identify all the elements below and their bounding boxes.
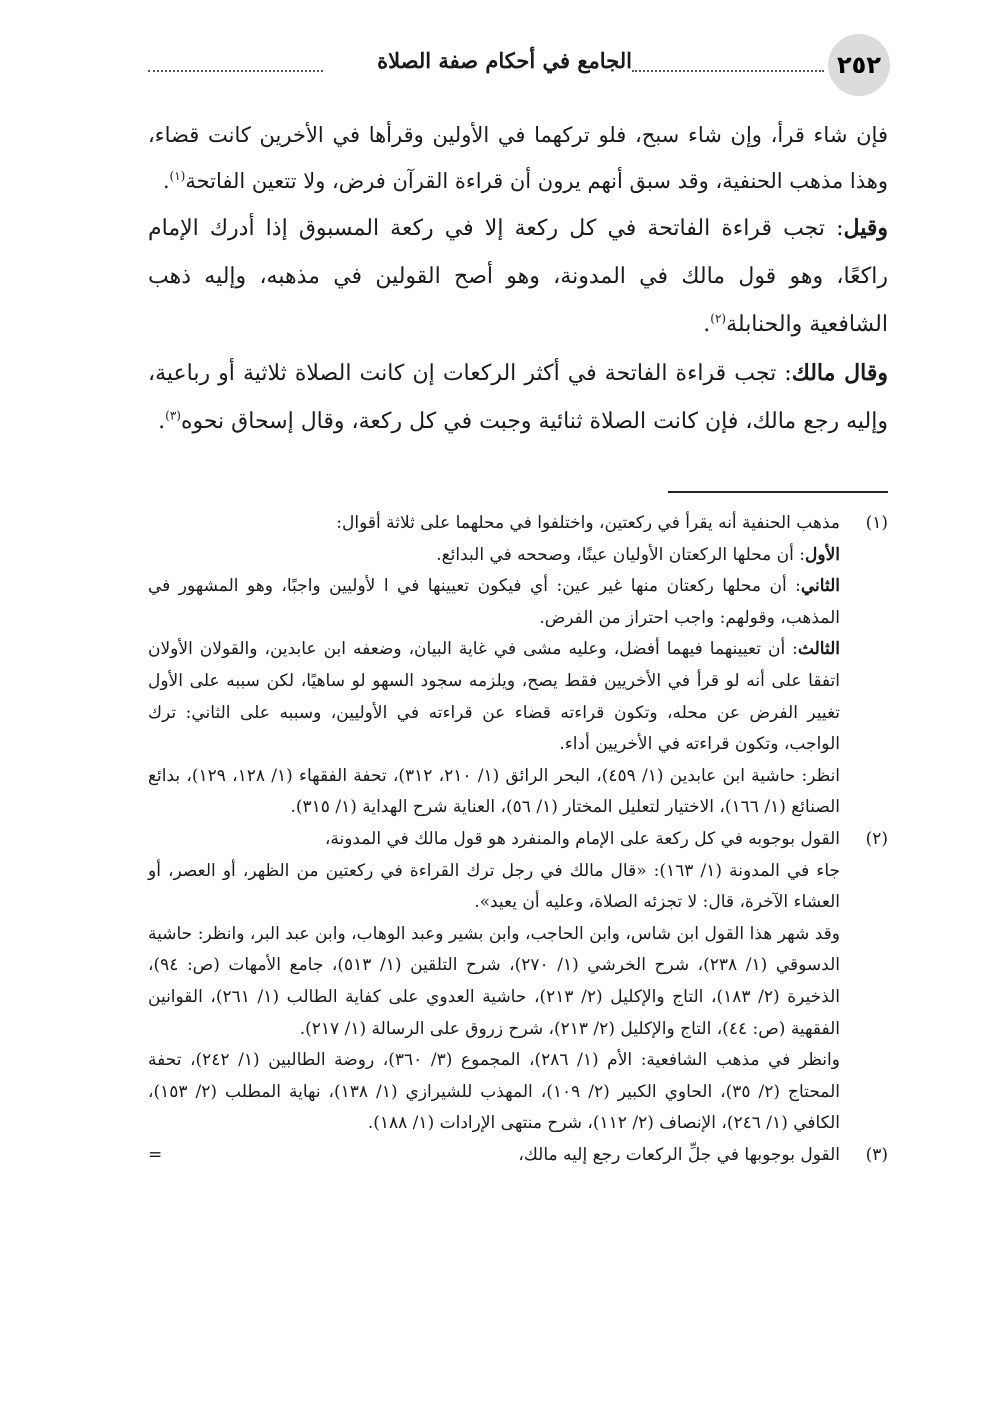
header-dotted-rule-right: [632, 70, 824, 72]
footnote-separator: [668, 491, 888, 493]
footnote-number: (٣): [865, 1144, 888, 1165]
footnote-ref-1[interactable]: (١): [169, 169, 186, 183]
paragraph-3-end: .: [158, 409, 166, 434]
page-number: ٢٥٢: [828, 34, 890, 96]
footnote-1: [148, 508, 888, 824]
paragraph-3-lead: وقال مالك: [791, 360, 888, 386]
footnote-body: [148, 508, 840, 824]
footnote-1-first: [148, 540, 840, 572]
footnote-1-refs: انظر: حاشية ابن عابدين (١/ ٤٥٩)، البحر الرائق (١/ ٢١٠، ٣١٢)، تحفة الفقهاء (١/ ١٢٨، ١٢٩)، بدائع الصنائع (١/ ١٦٦)، الاختيار لتعليل المختار (١/ ٥٦)، العناية شرح الهداية (١/ ٣١٥).: [148, 765, 841, 818]
first-text: : أن محلها الركعتان الأوليان عينًا، وصححه في البدائع.: [436, 544, 806, 565]
footnote-number: (١): [865, 513, 888, 533]
running-header: [148, 34, 890, 110]
main-text: [148, 112, 888, 446]
footnote-2-line-1: القول بوجوبه في كل ركعة على الإمام والمنفرد هو قول مالك في المدونة،: [324, 828, 840, 849]
footnote-body: [148, 824, 840, 1140]
footnotes: [148, 508, 888, 1171]
continuation-mark: =: [148, 1144, 163, 1165]
third-text: : أن تعيينهما فيهما أفضل، وعليه مشى في غاية البيان، وضعفه ابن عابدين، والقولان الأولان اتفقا على أنه لو قرأ في الأخريين فقط يصح، ويلزمه سجود السهو لو ساهيًا، لكن سببه على الأول تغيير الفرض عن محله، وتكون قراءته قضاء عن قراءته في الأوليين، وسببه على الثاني: ترك الواجب، وتكون قراءته في الأخريين أداء.: [148, 639, 840, 755]
paragraph-1-text: فإن شاء قرأ، وإن شاء سبح، فلو تركهما في الأولين وقرأها في الأخرين كانت قضاء، وهذا مذهب الحنفية، وقد سبق أنهم يرون أن قراءة القرآن فرض، ولا تتعين الفاتحة: [148, 123, 888, 193]
paragraph-3: [148, 349, 888, 446]
header-dotted-rule-left: [148, 70, 323, 72]
second-label: الثاني: [800, 576, 840, 597]
paragraph-1-end: .: [162, 169, 170, 193]
paragraph-2-text: : تجب قراءة الفاتحة في كل ركعة إلا في ركعة المسبوق إذا أدرك الإمام راكعًا، وهو قول مالك في المدونة، وهو أصح القولين في مذهبه، وإليه ذهب الشافعية والحنابلة: [148, 216, 888, 337]
third-label: الثالث: [797, 639, 840, 660]
footnote-3: [148, 1140, 888, 1172]
footnote-1-second: [148, 571, 840, 634]
paragraph-2-lead: وقيل: [843, 215, 888, 241]
footnote-2-line-2: جاء في المدونة (١/ ١٦٣): «قال مالك في رجل ترك القراءة في ركعتين من الظهر، أو العصر، أو العشاء الآخرة، قال: لا تجزئه الصلاة، وعليه أن يعيد».: [148, 860, 841, 913]
book-title: الجامع في أحكام صفة الصلاة: [377, 48, 632, 73]
footnote-body: [148, 1140, 840, 1172]
footnote-2-line-4: وانظر في مذهب الشافعية: الأم (١/ ٢٨٦)، المجموع (٣/ ٣٦٠)، روضة الطالبين (١/ ٢٤٢)، تحفة المحتاج (٢/ ٣٥)، الحاوي الكبير (٢/ ١٠٩)، المهذب للشيرازي (١/ ١٣٨)، نهاية المطلب (٢/ ١٥٣)، الكافي (١/ ٢٤٦)، الإنصاف (٢/ ١١٢)، شرح منتهى الإرادات (١/ ١٨٨).: [148, 1050, 841, 1134]
footnote-2: [148, 824, 888, 1140]
first-label: الأول: [805, 544, 840, 565]
second-text: : أن محلها ركعتان منها غير عين: أي فيكون تعيينها في ا لأوليين واجبًا، وهو المشهور في المذهب، وقولهم: واجب احتراز من الفرض.: [148, 576, 840, 628]
footnote-3-text: القول بوجوبها في جلِّ الركعات رجع إليه مالك،: [518, 1144, 840, 1165]
paragraph-3-text: : تجب قراءة الفاتحة في أكثر الركعات إن كانت الصلاة ثلاثية أو رباعية، وإليه رجع مالك، فإن كانت الصلاة ثنائية وجبت في كل ركعة، وقال إسحاق نحوه: [148, 361, 888, 434]
footnote-1-intro: مذهب الحنفية أنه يقرأ في ركعتين، واختلفوا في محلهما على ثلاثة أقوال:: [336, 513, 840, 533]
footnote-1-third: [148, 634, 840, 760]
paragraph-2-end: .: [703, 312, 711, 337]
footnote-ref-2[interactable]: (٢): [710, 311, 727, 326]
footnote-ref-3[interactable]: (٣): [165, 408, 181, 423]
footnote-number: (٢): [865, 828, 888, 849]
paragraph-1: [148, 112, 888, 204]
footnote-2-line-3: وقد شهر هذا القول ابن شاس، وابن الحاجب، وابن بشير وعبد الوهاب، وابن عبد البر، وانظر: حاشية الدسوقي (١/ ٢٣٨)، شرح الخرشي (١/ ٢٧٠)، شرح التلقين (١/ ٥١٣)، جامع الأمهات (ص: ٩٤)، الذخيرة (٢/ ١٨٣)، التاج والإكليل (٢/ ٢١٣)، حاشية العدوي على كفاية الطالب (١/ ٢٦١)، القوانين الفقهية (ص: ٤٤)، التاج والإكليل (٢/ ٢١٣)، شرح زروق على الرسالة (١/ ٢١٧).: [148, 923, 840, 1039]
paragraph-2: [148, 204, 888, 349]
